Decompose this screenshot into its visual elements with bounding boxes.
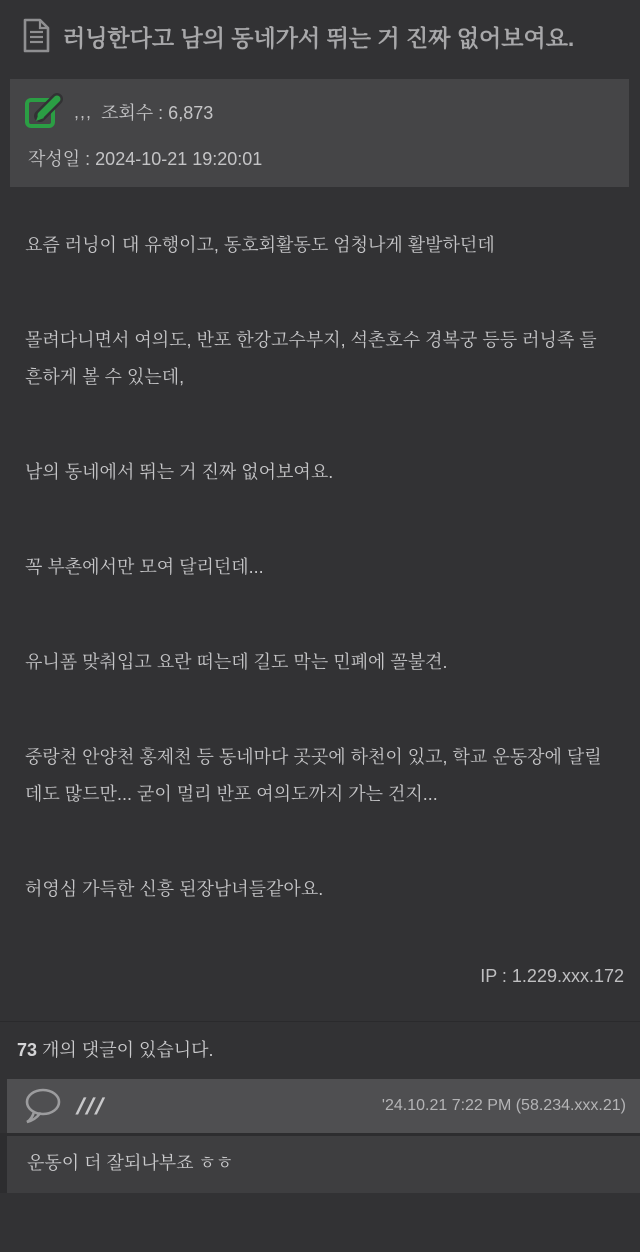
meta-row-views bbox=[23, 92, 617, 132]
edit-icon bbox=[23, 92, 63, 132]
post-title-row bbox=[0, 0, 640, 65]
document-icon bbox=[22, 18, 51, 53]
post-paragraph: 유니폼 맞춰입고 요란 떠는데 길도 막는 민폐에 꼴불견. bbox=[25, 652, 448, 672]
comment-timestamp: '24.10.21 7:22 PM (58.234.xxx.21) bbox=[381, 1097, 626, 1114]
post-paragraph: 몰려다니면서 여의도, 반포 한강고수부지, 석촌호수 경복궁 등등 러닝족 들 흔하게 볼 수 있는데, bbox=[25, 330, 597, 387]
author-ip: IP : 1.229.xxx.172 bbox=[480, 966, 624, 986]
comment-author: /// bbox=[75, 1092, 107, 1119]
post-paragraph: 남의 동네에서 뛰는 거 진짜 없어보여요. bbox=[25, 462, 334, 482]
post-author: ,,, bbox=[74, 101, 93, 122]
comment-count bbox=[0, 1021, 640, 1062]
post-paragraph: 꼭 부촌에서만 모여 달리던데... bbox=[25, 557, 264, 577]
comment-count-number: 73 bbox=[17, 1040, 38, 1060]
view-count: 조회수 : 6,873 bbox=[101, 103, 214, 123]
comment-item-header bbox=[7, 1079, 640, 1133]
post-body bbox=[0, 187, 640, 908]
post-meta-box bbox=[10, 79, 629, 187]
comment-count-label: 개의 댓글이 있습니다. bbox=[37, 1040, 214, 1060]
post-date: 작성일 : 2024-10-21 19:20:01 bbox=[28, 149, 263, 169]
post-paragraph: 허영심 가득한 신흥 된장남녀들같아요. bbox=[25, 879, 324, 899]
post-paragraph: 중랑천 안양천 홍제천 등 동네마다 곳곳에 하천이 있고, 학교 운동장에 달릴데도 많드만... 굳이 멀리 반포 여의도까지 가는 건지... bbox=[25, 747, 602, 804]
comment-body: 운동이 더 잘되나부죠 ㅎㅎ bbox=[0, 1133, 640, 1193]
speech-bubble-icon bbox=[22, 1088, 64, 1124]
post-title bbox=[22, 25, 574, 51]
post-paragraph: 요즘 러닝이 대 유행이고, 동호회활동도 엄청나게 활발하던데 bbox=[25, 235, 495, 255]
post-title-text: 러닝한다고 남의 동네가서 뛰는 거 진짜 없어보여요. bbox=[63, 25, 575, 51]
